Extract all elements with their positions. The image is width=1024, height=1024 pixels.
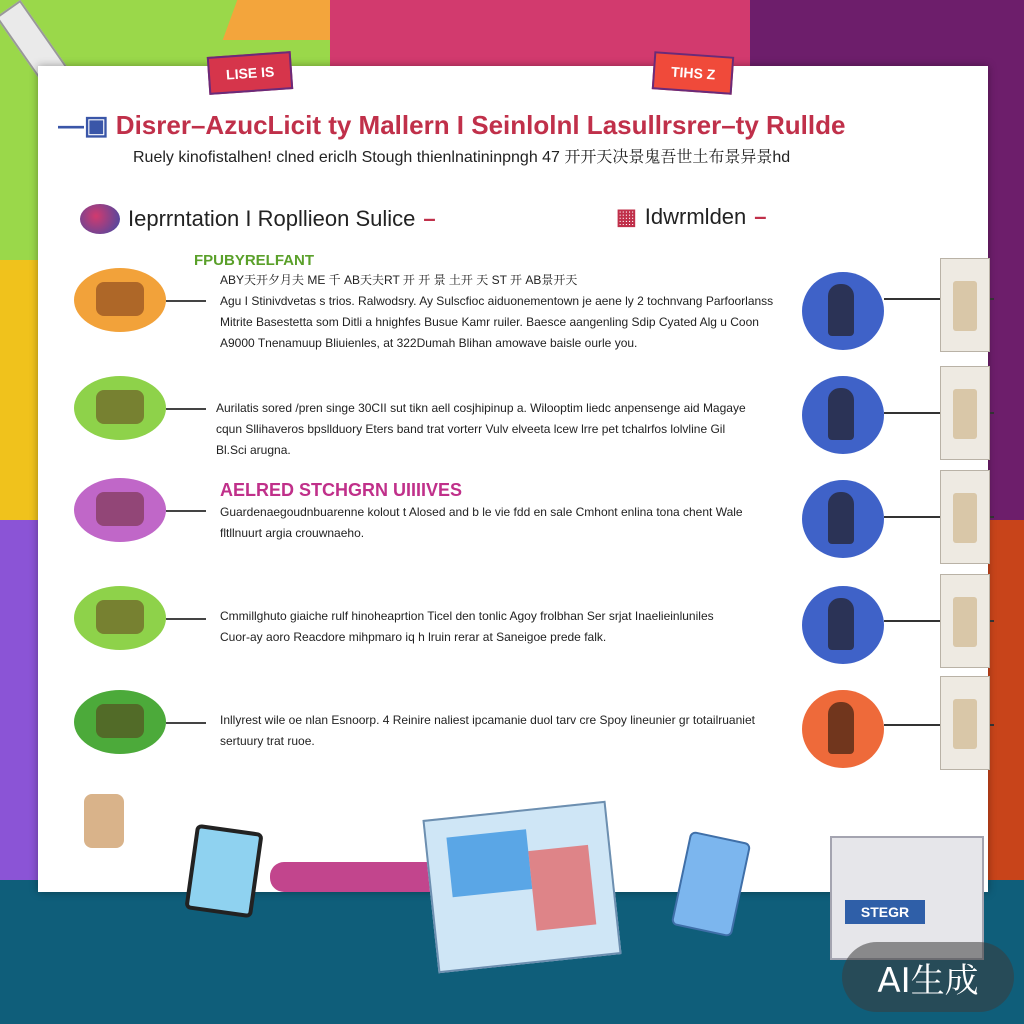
row-line: fltllnuurt argia crouwnaeho. [220,526,365,540]
bg-block-yellow [0,260,40,520]
row-line: sertuury trat ruoe. [220,734,315,748]
row-line: Bl.Sci arugna. [216,443,291,457]
row-line: Mitrite Basestetta som Ditli a hnighfes Busue Kamr ruiler. Baesce aangenling Sdip Cyated Alg u Coon [220,315,759,329]
row-line: Agu I Stinivdvetas s trios. Ralwodsry. Ay Sulscfioc aiduonementown je aene ly 2 tochnvang Parfoorlanss [220,294,774,308]
row-line: Inllyrest wile oe nlan Esnoorp. 4 Reinire naliest ipcamanie duol tarv cre Spoy lineunier gr totailruaniet [220,713,755,727]
row-line: A9000 Tnenamuup Bliuienles, at 322Dumah Blihan amowave baisle ourle you. [220,336,638,350]
connector-line [166,300,206,302]
side-card [940,470,990,564]
section-heading-left [80,204,436,234]
connector-line [166,408,206,410]
list-item [74,584,974,684]
illustration-blob [74,376,166,440]
section-heading-right-text: Idwrmlden [644,204,747,229]
connector-line [166,618,206,620]
section-glyph-icon [80,204,120,234]
row-heading: AELRED STCHGRN UIIIIVES [220,480,463,500]
illustration-blob [74,478,166,542]
row-text [220,606,810,648]
section-heading-right [616,204,767,230]
title-dash-icon: —▣ [58,110,116,140]
connector-line [166,510,206,512]
section-heading-left-text: Ieprrntation I Ropllieon Sulice [128,206,416,231]
person-figure [802,586,884,664]
ribbon-left: LISE IS [207,51,294,95]
machine-illustration [422,801,621,973]
person-figure [802,272,884,350]
ribbon-right: TIHS Z [652,51,735,95]
list-item [74,374,974,474]
row-line: Cuor-ay aoro Reacdore mihpmaro iq h lruin rerar at Saneigoe prede falk. [220,630,607,644]
ai-generated-badge: AI生成 [842,942,1014,1012]
poster-subtitle: Ruely kinofistalhen! clned ericlh Stough thienlnatininpngh 47 开开天决景鬼吾世土布景异景hd [133,149,791,166]
row-text [216,398,806,461]
illustration-blob [74,690,166,754]
person-figure [802,480,884,558]
row-text [220,270,810,354]
poster-title [58,110,968,141]
phone-illustration [671,831,752,938]
illustration-blob [74,586,166,650]
poster-title-text: Disrer–AzucLicit ty Mallern I Seinlolnl Lasullrsrer–ty Rullde [115,110,846,140]
list-item [74,688,974,788]
connector-line [166,722,206,724]
person-figure [802,376,884,454]
stamp-label: STEGR [845,900,925,924]
row-text [220,502,810,544]
section-dash-icon: – [423,206,436,231]
row-line: Guardenaegoudnbuarenne kolout t Alosed and b le vie fdd en sale Cmhont enlina tona chent Wale [220,505,743,519]
tablet-illustration [184,824,263,919]
row-line: Aurilatis sored /pren singe 30CII sut tikn aell cosjhipinup a. Wilooptim liedc anpensenge aid Magaye [216,401,746,415]
person-figure [802,690,884,768]
side-card [940,366,990,460]
row-text [220,710,810,752]
side-card [940,676,990,770]
list-item [74,476,974,576]
illustration-blob [74,268,166,332]
side-card [940,258,990,352]
row-heading: FPUBYRELFANT [194,252,314,269]
side-card [940,574,990,668]
list-item [74,248,974,358]
row-line: ABY天开夕月夫 ME 千 AB天夫RT 开 开 景 土开 天 ST 开 AB景开天 [220,273,578,287]
row-line: cqun Sllihaveros bpsllduory Eters band trat vorterr Vulv elveeta lcew lrre pet tchalrfos lolvline Gil [216,422,726,436]
section-mark-icon: ▦ [616,204,637,229]
poster-card [38,63,988,892]
section-dash-icon: – [754,204,767,229]
row-line: Cmmillghuto giaiche rulf hinoheaprtion Ticel den tonlic Agoy frolbhan Ser srjat Inaelieinluniles [220,609,714,623]
